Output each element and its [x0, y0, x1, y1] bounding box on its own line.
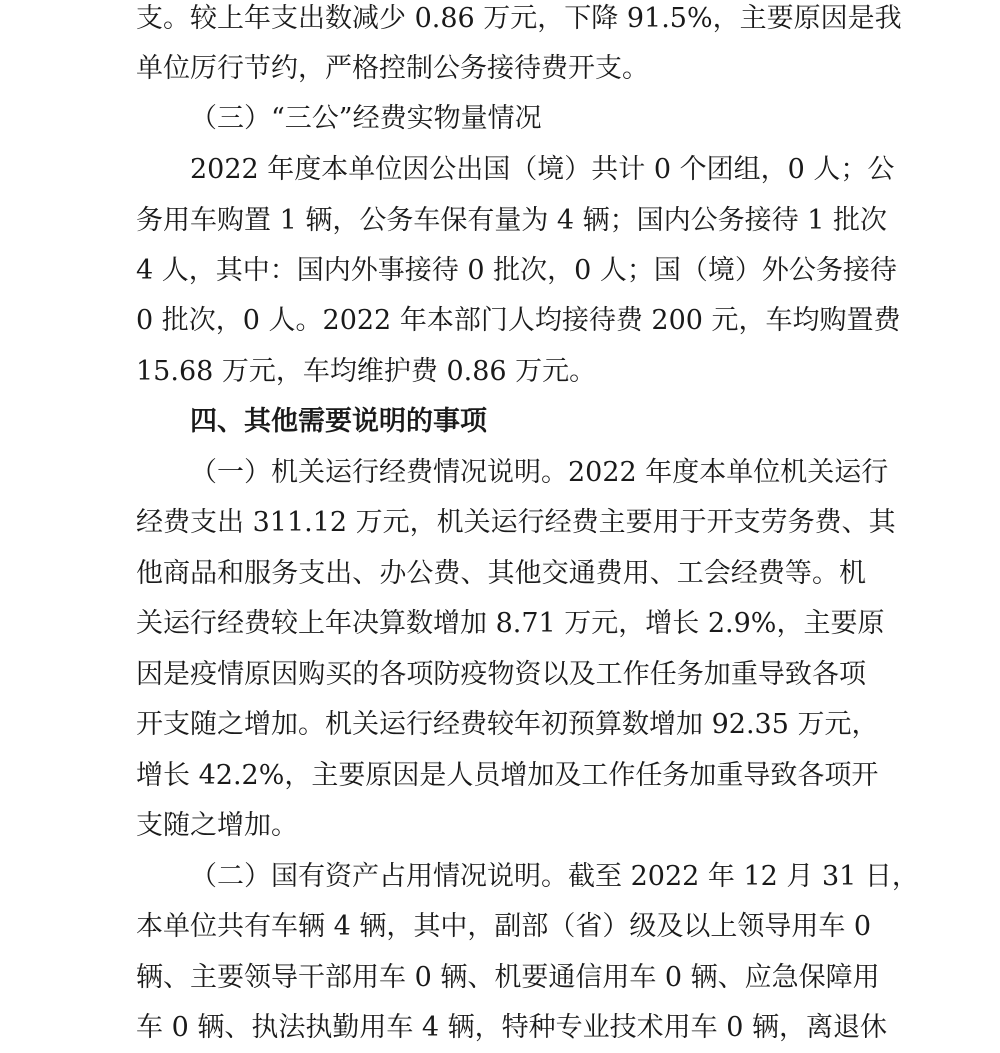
text-line-12: 他商品和服务支出、办公费、其他交通费用、工会经费等。机 [136, 558, 866, 589]
text-line-4: 2022 年度本单位因公出国（境）共计 0 个团组，0 人；公 [190, 154, 895, 185]
text-line-19: 本单位共有车辆 4 辆，其中，副部（省）级及以上领导用车 0 [136, 911, 872, 942]
text-line-6: 4 人，其中：国内外事接待 0 批次，0 人；国（境）外公务接待 [136, 255, 897, 286]
text-line-13: 关运行经费较上年决算数增加 8.71 万元，增长 2.9%，主要原 [136, 608, 885, 639]
section-heading-other-matters: 四、其他需要说明的事项 [190, 406, 487, 437]
text-line-11: 经费支出 311.12 万元，机关运行经费主要用于开支劳务费、其 [136, 507, 896, 538]
section-heading-three-public-quantity: （三）“三公”经费实物量情况 [190, 103, 542, 134]
text-line-21: 车 0 辆、执法执勤用车 4 辆，特种专业技术用车 0 辆，离退休 [136, 1012, 888, 1043]
text-line-8: 15.68 万元，车均维护费 0.86 万元。 [136, 356, 597, 387]
text-line-20: 辆、主要领导干部用车 0 辆、机要通信用车 0 辆、应急保障用 [136, 962, 880, 993]
text-line-1: 支。较上年支出数减少 0.86 万元，下降 91.5%，主要原因是我 [136, 3, 902, 34]
text-line-17: 支随之增加。 [136, 810, 298, 841]
text-line-16: 增长 42.2%，主要原因是人员增加及工作任务加重导致各项开 [136, 760, 879, 791]
text-line-15: 开支随之增加。机关运行经费较年初预算数增加 92.35 万元， [136, 709, 879, 740]
text-line-5: 务用车购置 1 辆，公务车保有量为 4 辆；国内公务接待 1 批次 [136, 205, 888, 236]
text-line-10: （一）机关运行经费情况说明。2022 年度本单位机关运行 [190, 457, 889, 488]
text-line-18: （二）国有资产占用情况说明。截至 2022 年 12 月 31 日， [190, 861, 919, 892]
text-line-14: 因是疫情原因购买的各项防疫物资以及工作任务加重导致各项 [136, 659, 866, 690]
text-line-2: 单位厉行节约，严格控制公务接待费开支。 [136, 53, 649, 84]
text-line-7: 0 批次，0 人。2022 年本部门人均接待费 200 元，车均购置费 [136, 305, 901, 336]
